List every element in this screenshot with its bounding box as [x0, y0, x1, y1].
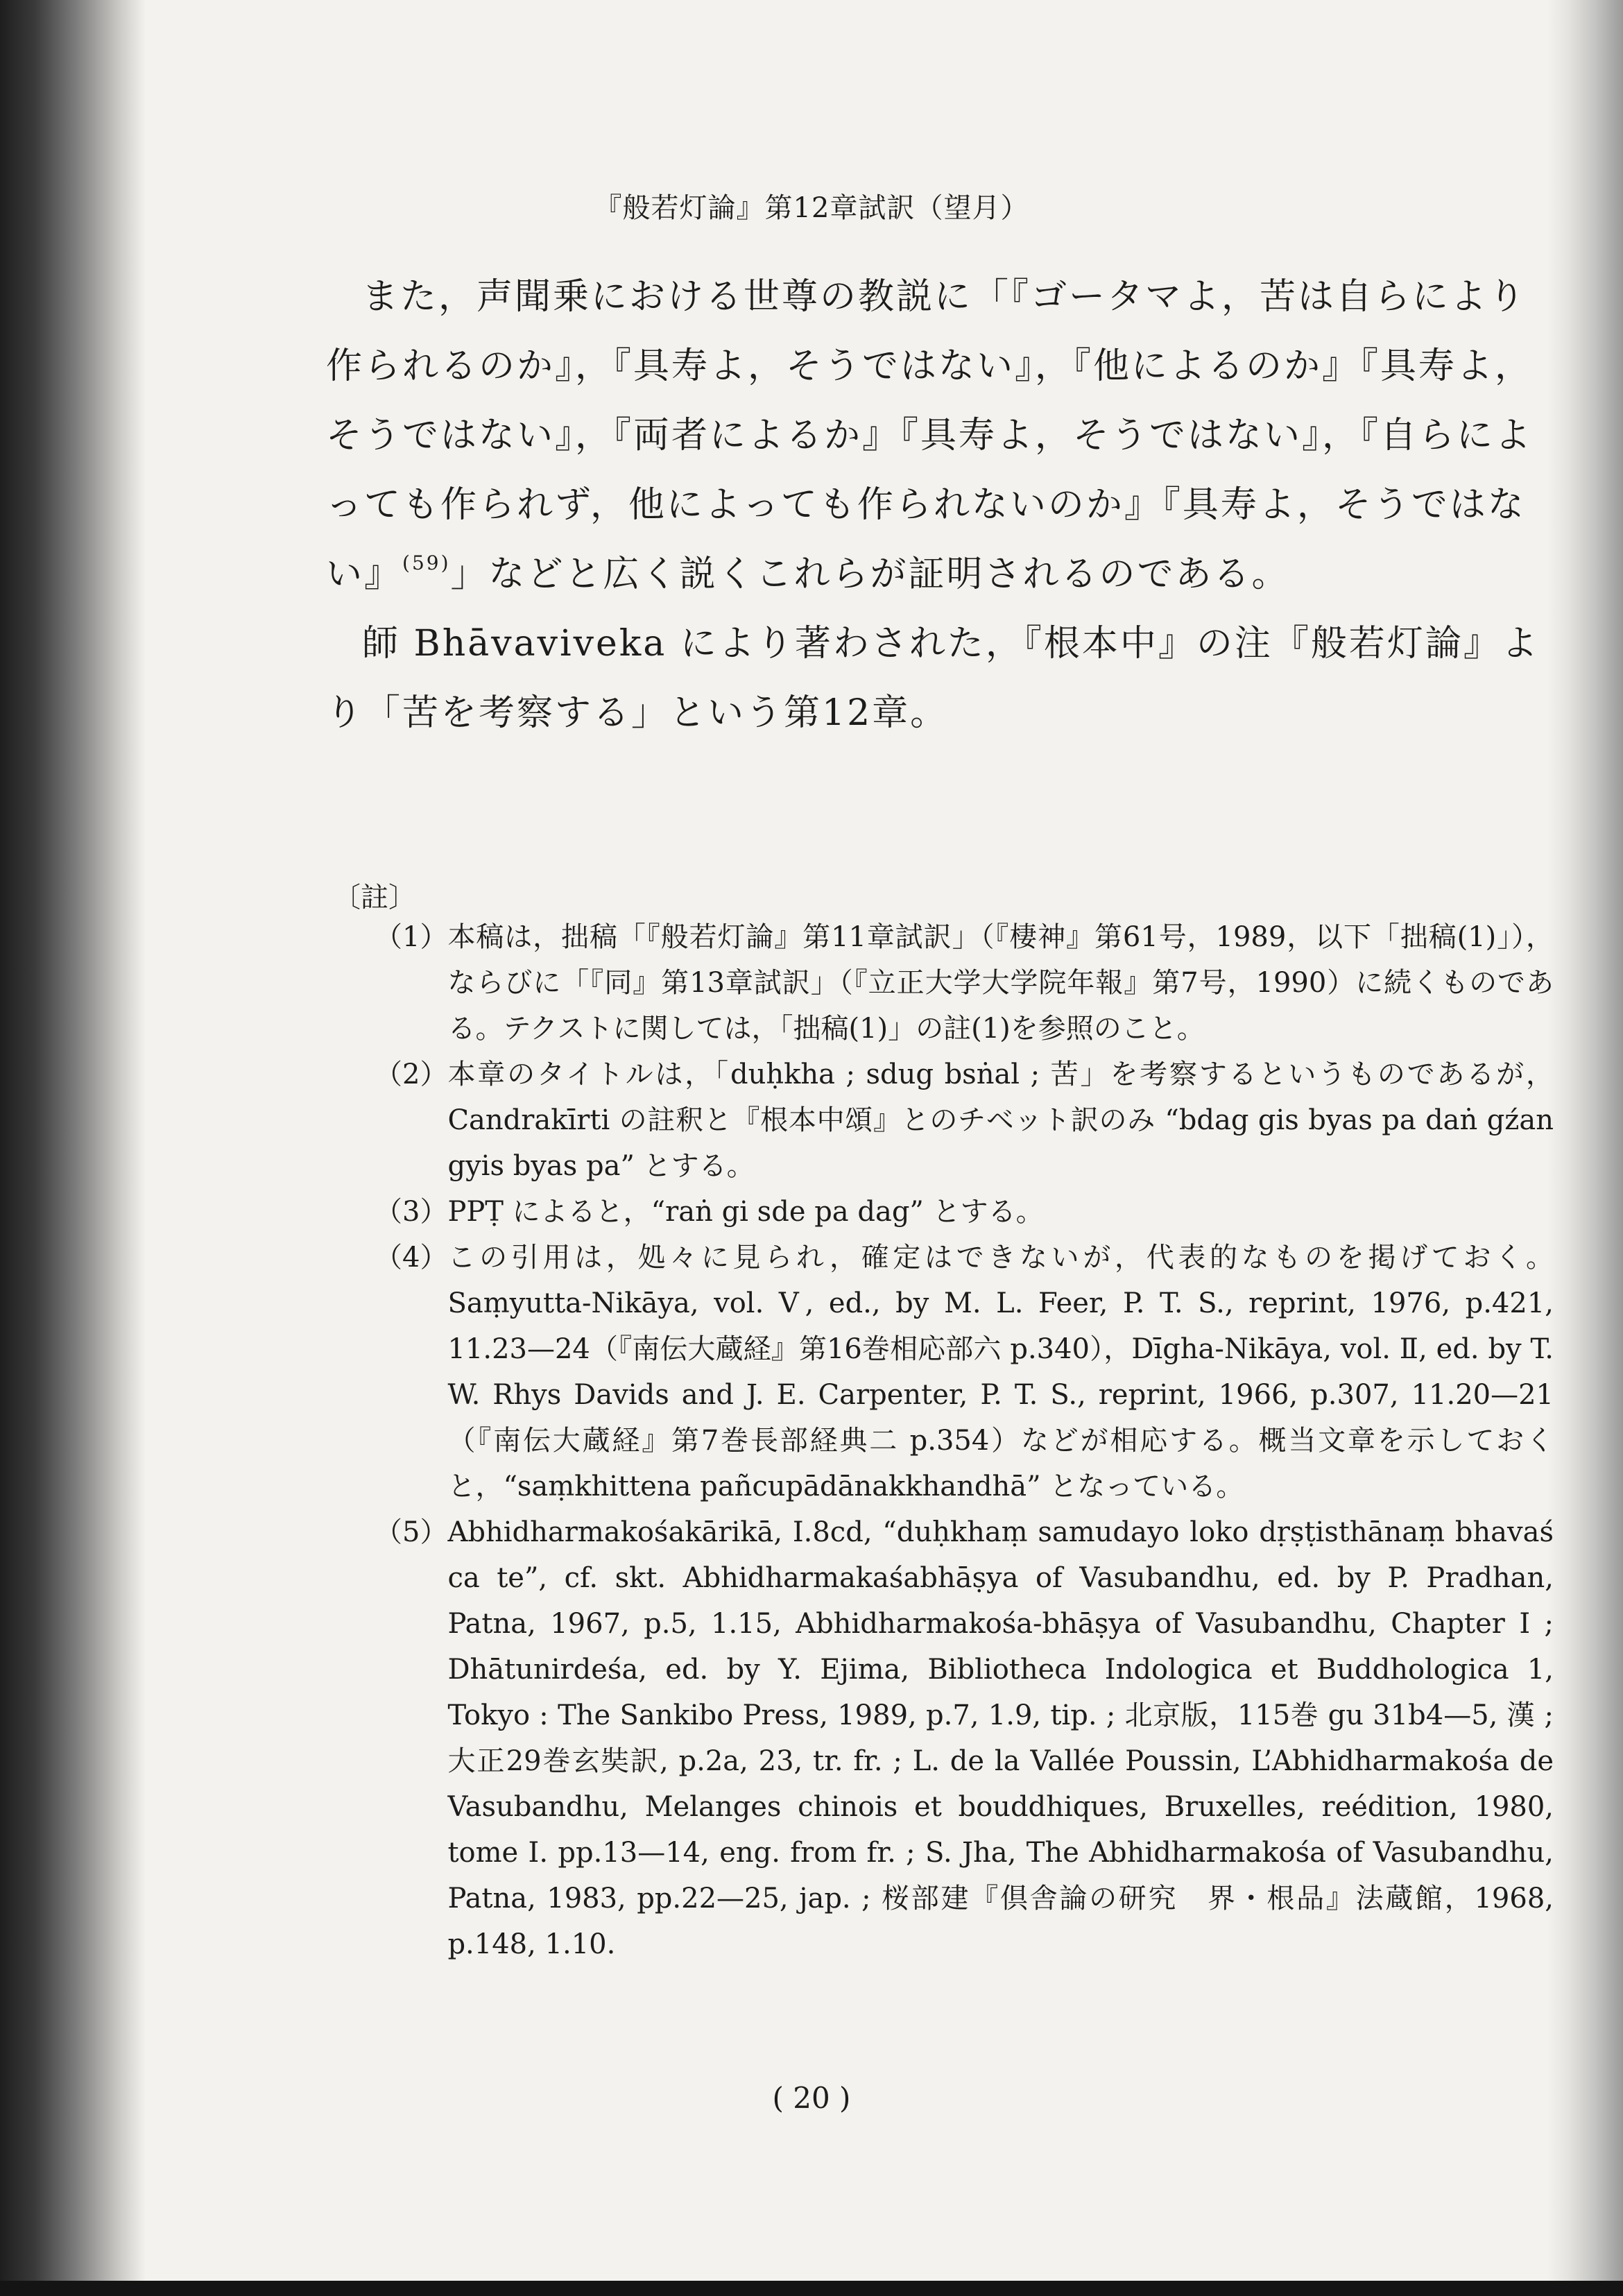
page-number: ( 20 ) — [772, 2081, 851, 2115]
note-reference-59: (59) — [402, 551, 451, 574]
note-1 — [375, 914, 1554, 1052]
note-text: 本章のタイトルは，「duḥkha ; sdug bsṅal ; 苦」を考察するというものであるが，Candrakīrti の註釈と『根本中頌』とのチベット訳のみ “bdag gis byas pa daṅ gźan gyis byas pa” とする。 — [447, 1059, 1554, 1182]
notes-heading: 〔註〕 — [333, 882, 416, 914]
scan-shadow-left — [0, 0, 146, 2296]
note-text: Abhidharmakośakārikā, I.8cd, “duḥkhaṃ samudayo loko dṛṣṭisthānaṃ bhavaś ca te”, cf. skt. Abhidharmakaśabhāṣya of Vasubandhu, ed. by P. Pradhan, Patna, 1967, p.5, 1.15, Abhidharmakośa-bhāṣya of Vasubandhu, Chapter I ; Dhātunirdeśa, ed. by Y. Ejima, Bibliotheca Indologica et Buddhologica 1, Tokyo : The Sankibo Press, 1989, p.7, 1.9, tip. ; 北京版，115巻 gu 31b4—5, 漢 ; 大正29巻玄奘訳, p.2a, 23, tr. fr. ; L. de la Vallée Poussin, L’Abhidharmakośa de Vasubandhu, Melanges chinois et bouddhiques, Bruxelles, reédition, 1980, tome I. pp.13—14, eng. from fr. ; S. Jha, The Abhidharmakośa of Vasubandhu, Patna, 1983, pp.22—25, jap. ; 桜部建『倶舎論の研究 界・根品』法蔵館，1968, p.148, 1.10. — [447, 1516, 1554, 1960]
scan-shadow-right — [1547, 0, 1623, 2296]
note-number: （1） — [375, 921, 448, 953]
note-number: （5） — [375, 1516, 448, 1548]
note-number: （2） — [375, 1059, 448, 1090]
note-number: （3） — [375, 1196, 448, 1228]
note-3 — [375, 1189, 1554, 1235]
body-paragraph-2: 師 Bhāvaviveka により著わされた，『根本中』の注『般若灯論』より「苦を考察する」という第12章。 — [326, 623, 1540, 734]
note-4 — [375, 1235, 1554, 1509]
note-2 — [375, 1052, 1554, 1189]
running-head: 『般若灯論』第12章試訳（望月） — [594, 192, 1029, 224]
note-text: この引用は，処々に見られ，確定はできないが，代表的なものを掲げておく。Saṃyutta-Nikāya, vol. Ⅴ, ed., by M. L. Feer, P. T. S., reprint, 1976, p.421, 11.23—24（『南伝大蔵経』第16巻相応部六 p.340），Dīgha-Nikāya, vol. Ⅱ, ed. by T. W. Rhys Davids and J. E. Carpenter, P. T. S., reprint, 1966, p.307, 11.20—21（『南伝大蔵経』第7巻長部経典二 p.354）などが相応する。概当文章を示しておくと，“saṃkhittena pañcupādānakkhandhā” となっている。 — [447, 1242, 1554, 1502]
note-number: （4） — [375, 1242, 448, 1274]
note-text: 本稿は，拙稿「『般若灯論』第11章試訳」（『棲神』第61号，1989，以下「拙稿(1)」），ならびに「『同』第13章試訳」（『立正大学大学院年報』第7号，1990）に続くものである。テクストに関しては，「拙稿(1)」の註(1)を参照のこと。 — [447, 921, 1554, 1045]
note-5 — [375, 1509, 1554, 1967]
body-text — [326, 262, 1547, 748]
notes-list — [375, 914, 1554, 1967]
body-paragraph-1 — [326, 262, 1547, 609]
note-text: PPṬ によると，“raṅ gi sde pa dag” とする。 — [447, 1196, 1044, 1228]
scan-edge-bottom — [0, 2281, 1623, 2296]
paragraph-1-text-end: 」などと広く説くこれらが証明されるのである。 — [450, 554, 1290, 595]
paragraph-1-text: また，声聞乗における世尊の教説に「『ゴータマよ，苦は自らにより作られるのか』，『具寿よ，そうではない』，『他によるのか』『具寿よ，そうではない』，『両者によるか』『具寿よ，そうではない』，『自らによっても作られず，他によっても作られないのか』『具寿よ，そうではない』 — [326, 276, 1534, 595]
